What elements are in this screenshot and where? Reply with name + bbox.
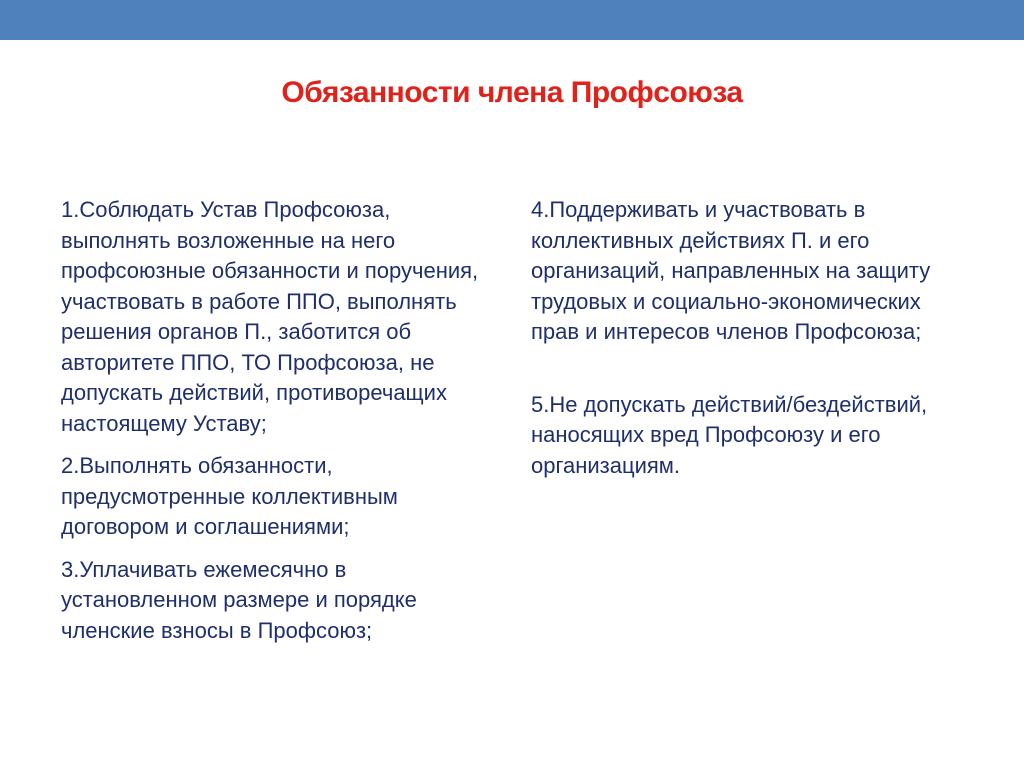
duty-item-2: 2.Выполнять обязанности, предусмотренные коллективным договором и соглашениями; — [61, 453, 398, 539]
right-column — [531, 195, 971, 523]
duty-item-3: 3.Уплачивать ежемесячно в установленном размере и порядке членские взносы в Профсоюз; — [61, 556, 417, 643]
left-column — [61, 195, 491, 658]
top-accent-bar — [0, 0, 1024, 40]
duty-item-4: 4.Поддерживать и участвовать в коллективных действиях П. и его организаций, направленных на защиту трудовых и социально-экономических прав и интересов членов Профсоюза; — [531, 197, 931, 344]
duty-item-1: 1.Соблюдать Устав Профсоюза, выполнять возложенные на него профсоюзные обязанности и поручения, участвовать в работе ППО, выполнять решения органов П., заботится об авторитете ППО, ТО Профсоюза, не допускать действий, противоречащих настоящему Уставу; — [61, 197, 479, 436]
slide-title: Обязанности члена Профсоюза — [281, 76, 743, 109]
duty-item-5: 5.Не допускать действий/бездействий, наносящих вред Профсоюзу и его организациям. — [531, 391, 928, 478]
